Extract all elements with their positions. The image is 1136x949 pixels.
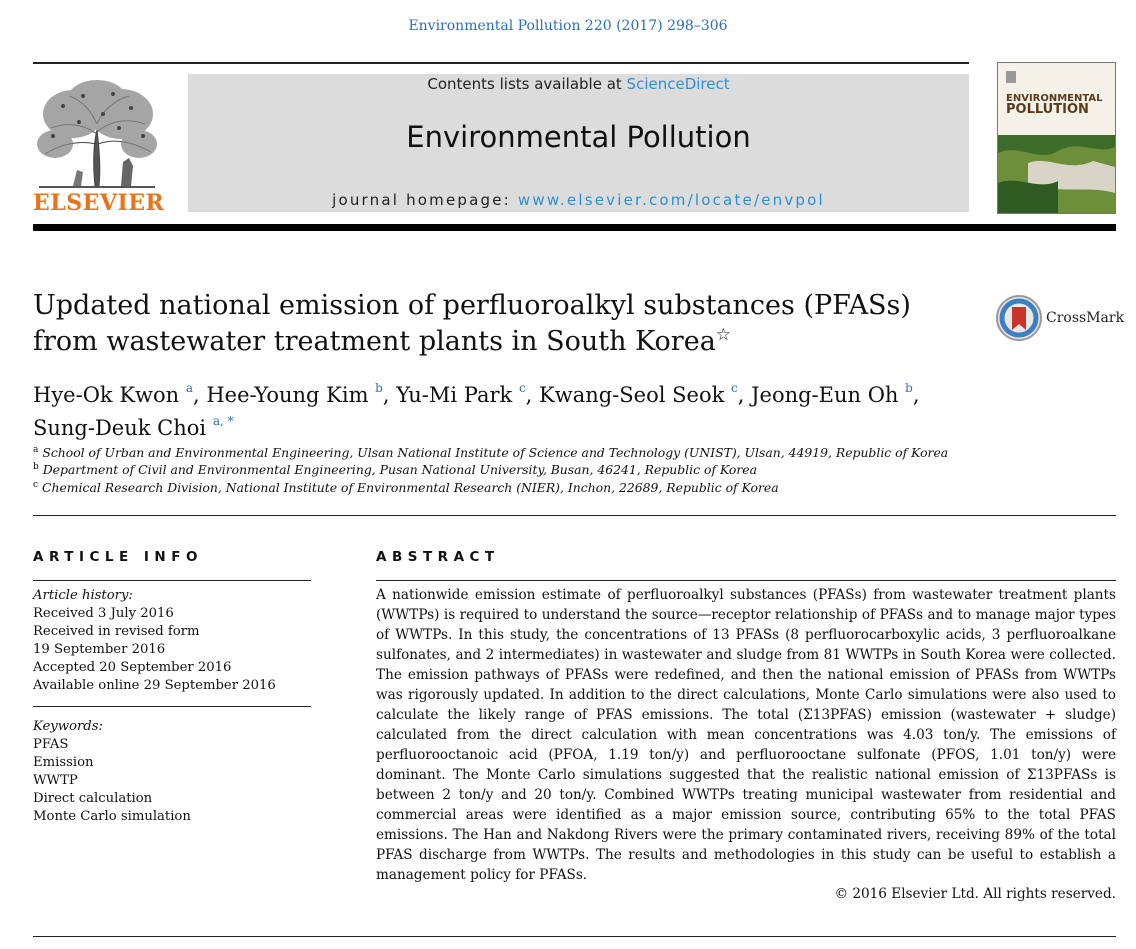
author[interactable] bbox=[33, 383, 193, 407]
author[interactable] bbox=[539, 383, 738, 407]
keyword-item: Monte Carlo simulation bbox=[33, 809, 191, 824]
keyword-item: WWTP bbox=[33, 773, 78, 788]
header-top-rule bbox=[33, 62, 969, 64]
abstract-rule bbox=[376, 580, 1116, 581]
article-info-heading: ARTICLE INFO bbox=[33, 549, 203, 565]
author-name[interactable]: Jeong-Eun Oh bbox=[751, 383, 899, 407]
homepage-prefix: journal homepage: bbox=[332, 191, 518, 209]
author-list: Hye-Ok Kwon $^a$, Hee-Young Kim $^b$, Yu-Mi Park $^c$, Kwang-Seol Seok $^c$, Jeong-Eun Oh $^b$, Sung-Deuk Choi $^{a, *}$ bbox=[33, 381, 920, 440]
crossmark-label[interactable]: CrossMark bbox=[1046, 310, 1125, 326]
cover-artwork bbox=[998, 63, 1115, 213]
keyword-item: Emission bbox=[33, 755, 94, 770]
affiliation-text: Chemical Research Division, National Institute of Environmental Research (NIER), Inchon, 22689, Republic of Korea bbox=[42, 480, 779, 496]
affiliation-marker: c bbox=[33, 480, 39, 490]
author[interactable] bbox=[396, 383, 525, 407]
title-footnote-star[interactable]: ☆ bbox=[715, 325, 732, 345]
cover-title-line1: ENVIRONMENTAL bbox=[1006, 93, 1103, 104]
section-divider bbox=[33, 515, 1116, 516]
elsevier-wordmark: ELSEVIER bbox=[33, 190, 165, 216]
keywords bbox=[33, 718, 311, 826]
affiliation-text: School of Urban and Environmental Engineering, Ulsan National Institute of Science and Technology (UNIST), Ulsan, 44919, Republic of Korea bbox=[42, 445, 949, 461]
author-name[interactable]: Sung-Deuk Choi bbox=[33, 416, 207, 440]
cover-title bbox=[1006, 93, 1110, 115]
author[interactable] bbox=[751, 383, 913, 407]
affiliation-c bbox=[33, 480, 1116, 495]
author-affil-sup[interactable]: a bbox=[185, 381, 193, 395]
author-affil-sup[interactable]: b bbox=[905, 381, 913, 395]
author-affil-sup[interactable]: a, * bbox=[212, 414, 234, 428]
author-name[interactable]: Kwang-Seol Seok bbox=[539, 383, 725, 407]
author-affil-sup[interactable]: c bbox=[518, 381, 526, 395]
sciencedirect-link[interactable]: ScienceDirect bbox=[626, 75, 730, 93]
history-item: Available online 29 September 2016 bbox=[33, 678, 276, 693]
article-info-rule bbox=[33, 580, 311, 581]
crossmark-icon[interactable] bbox=[995, 294, 1043, 342]
history-item: Received 3 July 2016 bbox=[33, 606, 174, 621]
contents-line bbox=[188, 75, 969, 93]
affiliation-text: Department of Civil and Environmental Engineering, Pusan National University, Busan, 46241, Republic of Korea bbox=[42, 462, 757, 478]
homepage-link[interactable]: www.elsevier.com/locate/envpol bbox=[517, 191, 825, 209]
journal-cover-thumbnail[interactable] bbox=[997, 62, 1116, 214]
keyword-item: Direct calculation bbox=[33, 791, 153, 806]
affiliation-marker: b bbox=[33, 462, 39, 472]
author[interactable] bbox=[33, 416, 234, 440]
history-label: Article history: bbox=[33, 588, 133, 603]
keyword-item: PFAS bbox=[33, 737, 69, 752]
header-bottom-rule bbox=[33, 224, 1116, 231]
author-name[interactable]: Yu-Mi Park bbox=[396, 383, 513, 407]
copyright-notice: © 2016 Elsevier Ltd. All rights reserved. bbox=[834, 886, 1116, 902]
journal-name: Environmental Pollution bbox=[406, 120, 751, 154]
author-affil-sup[interactable]: b bbox=[375, 381, 383, 395]
cover-title-line2: POLLUTION bbox=[1006, 102, 1089, 117]
bottom-rule bbox=[33, 936, 1116, 937]
history-item: Received in revised form bbox=[33, 624, 200, 639]
author[interactable] bbox=[206, 383, 383, 407]
history-item: Accepted 20 September 2016 bbox=[33, 660, 232, 675]
keywords-label: Keywords: bbox=[33, 719, 103, 734]
abstract-heading: ABSTRACT bbox=[376, 549, 500, 565]
article-history bbox=[33, 587, 311, 695]
author-name[interactable]: Hye-Ok Kwon bbox=[33, 383, 180, 407]
author-affil-sup[interactable]: c bbox=[731, 381, 738, 395]
affiliation-a bbox=[33, 445, 1116, 460]
history-item: 19 September 2016 bbox=[33, 642, 166, 657]
abstract-text: A nationwide emission estimate of perfluoroalkyl substances (PFASs) from wastewater treatment plants (WWTPs) is required to understand the source—receptor relationship of PFASs and to manage major types of WWTPs. In this study, the concentrations of 13 PFASs (8 perfluorocarboxylic acids, 3 perfluoroalkane sulfonates, and 2 intermediates) in wastewater and sludge from 81 WWTPs in South Korea were collected. The emission pathways of PFASs were redefined, and then the national emission of PFASs from WWTPs was rigorously updated. In addition to the direct calculations, Monte Carlo simulations were also used to calculate the likely range of PFAS emissions. The total (Σ13PFAS) emission (wastewater + sludge) calculated from the direct calculation with mean concentrations was 4.03 ton/y. The emissions of perfluorooctanoic acid (PFOA, 1.19 ton/y) and perfluorooctane sulfonate (PFOS, 1.01 ton/y) were dominant. The Monte Carlo simulations suggested that the realistic national emission of Σ13PFASs is between 2 ton/y and 20 ton/y. Combined WWTPs treating municipal wastewater from residential and commercial areas were identified as a major emission source, contributing 65% to the total PFAS emissions. The Han and Nakdong Rivers were the primary contaminated rivers, receiving 89% of the total PFAS discharge from WWTPs. The results and methodologies in this study can be useful to establish a management policy for PFASs. bbox=[376, 587, 1116, 883]
article-title-text: Updated national emission of perfluoroalkyl substances (PFASs) from wastewater treatment plants in South Korea bbox=[33, 290, 911, 357]
author-name[interactable]: Hee-Young Kim bbox=[206, 383, 369, 407]
journal-citation[interactable]: Environmental Pollution 220 (2017) 298–306 bbox=[408, 18, 728, 34]
article-title bbox=[33, 288, 973, 360]
keywords-rule bbox=[33, 706, 311, 707]
contents-prefix: Contents lists available at bbox=[427, 75, 627, 93]
affiliation-b bbox=[33, 462, 1116, 477]
affiliation-marker: a bbox=[33, 445, 39, 455]
journal-homepage bbox=[188, 191, 969, 209]
